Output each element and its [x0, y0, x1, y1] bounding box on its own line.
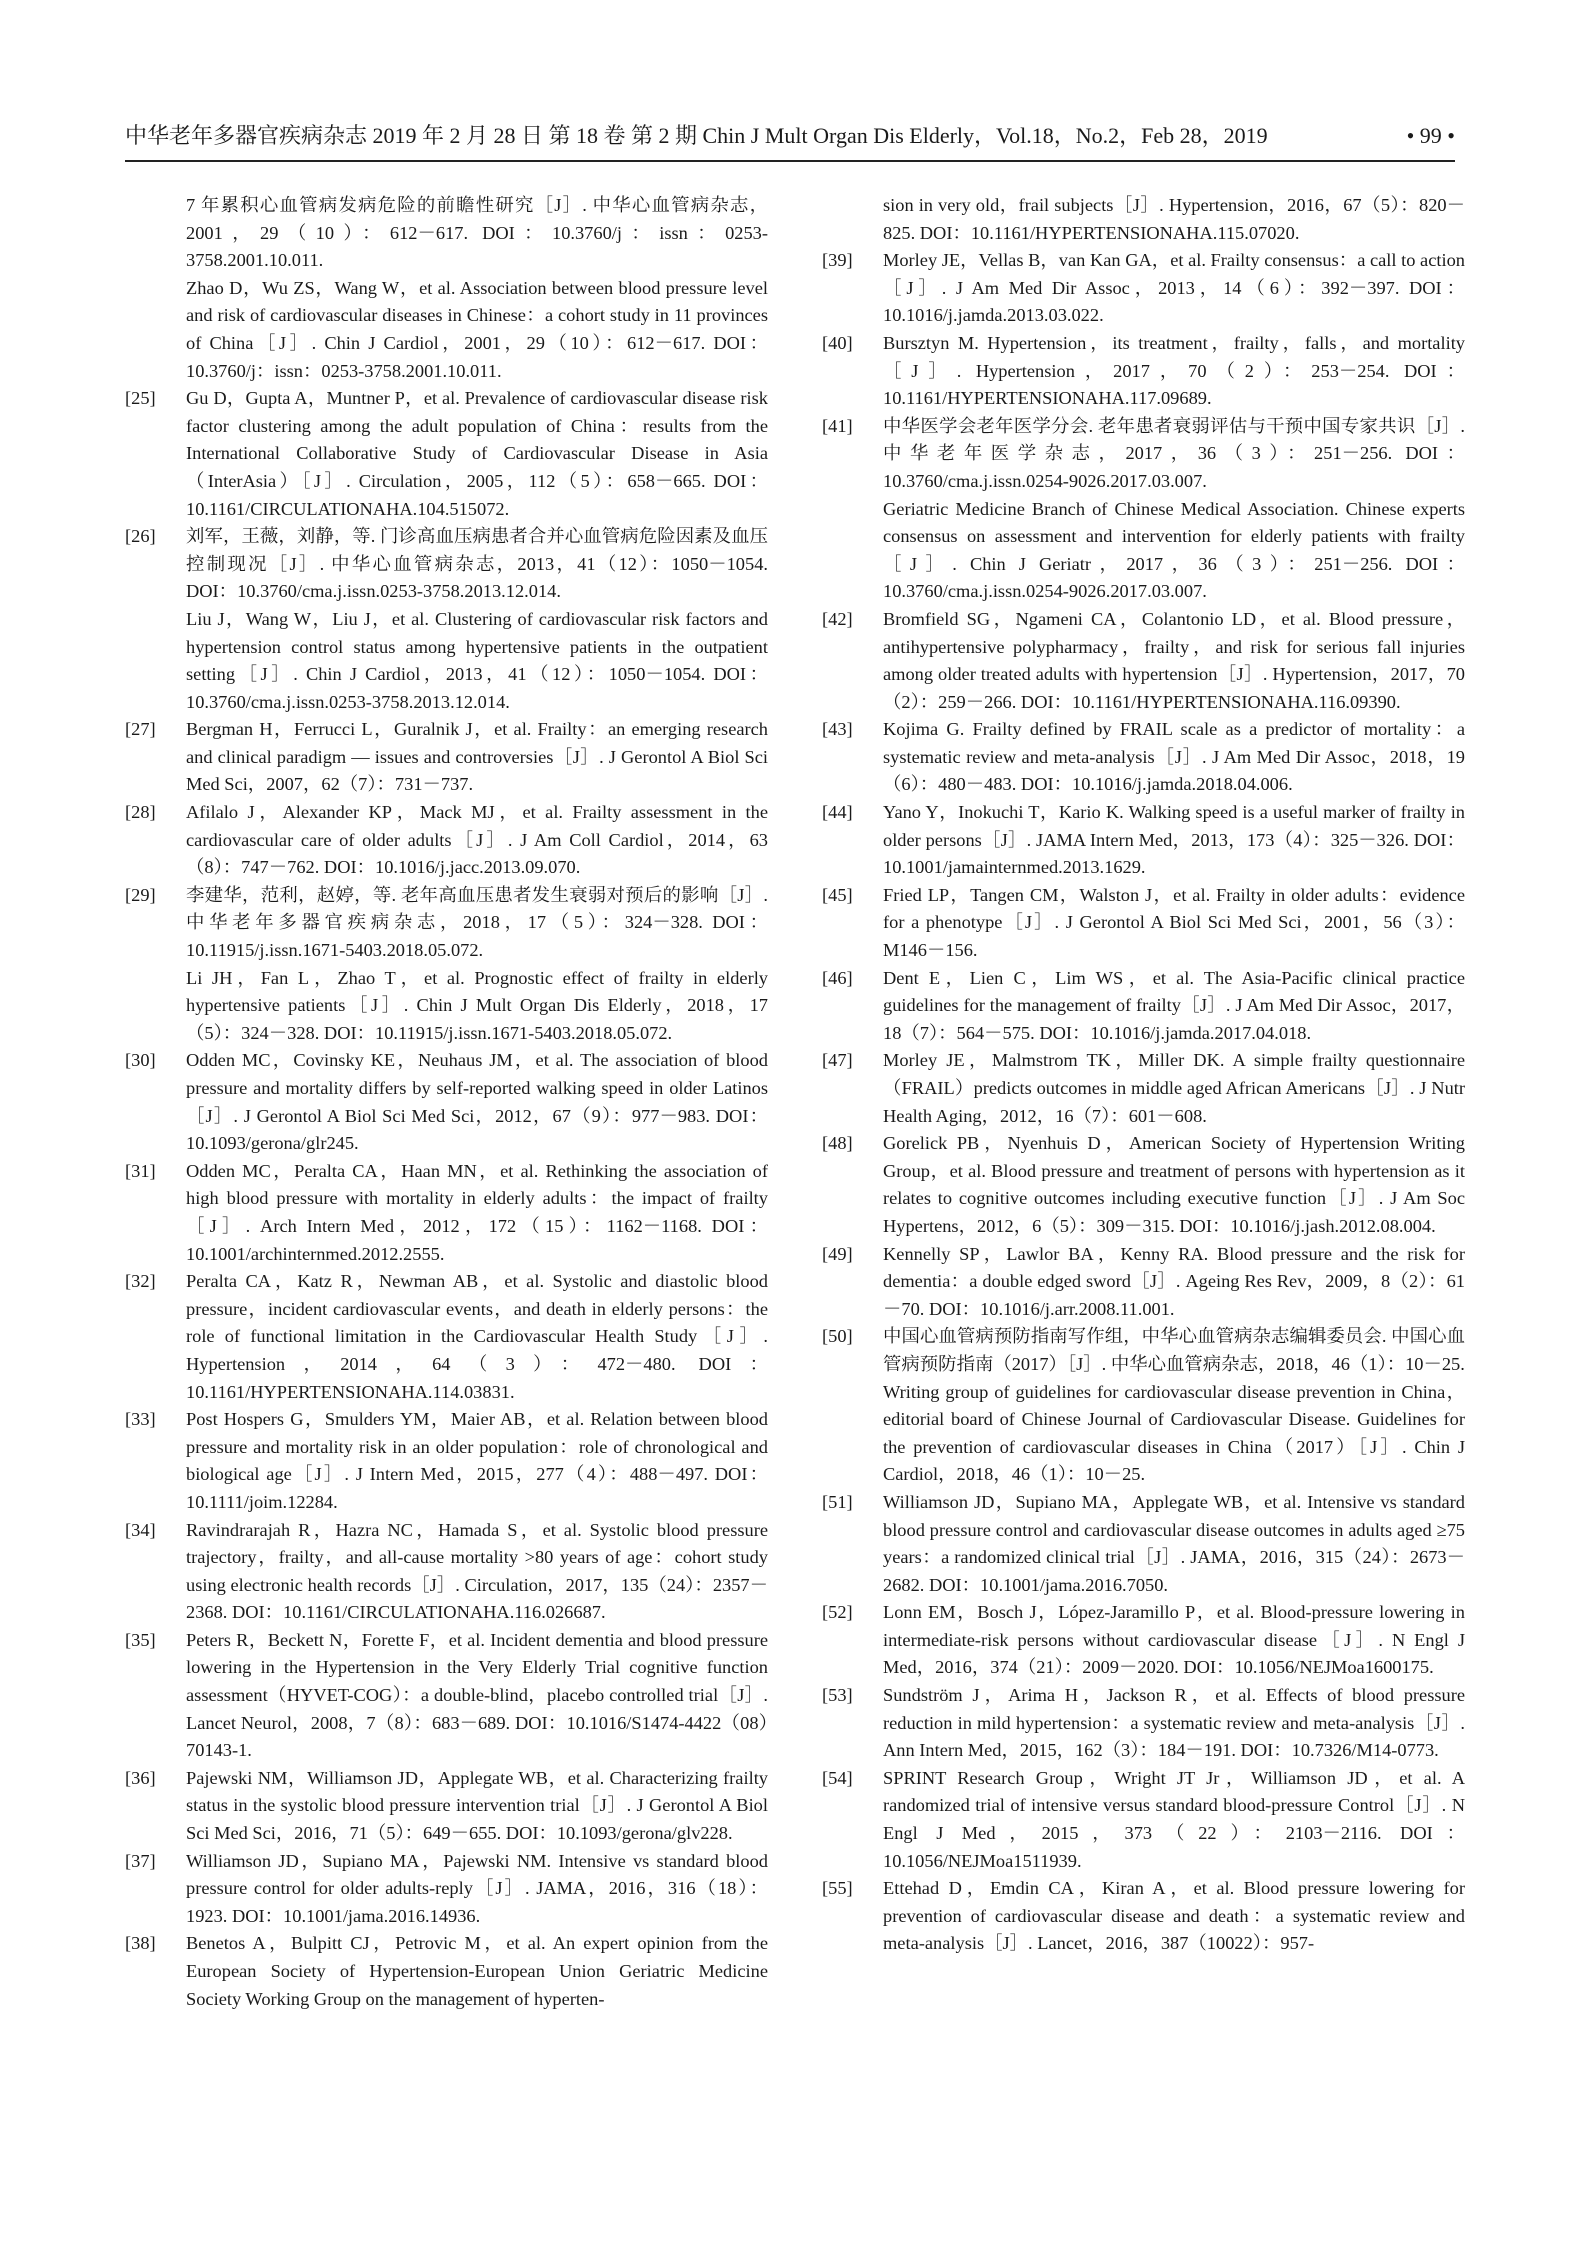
reference-entry — [822, 247, 1465, 330]
reference-number: [55] — [822, 1878, 853, 1899]
reference-number: [39] — [822, 250, 853, 271]
reference-number: [45] — [822, 884, 853, 905]
reference-entry — [822, 716, 1465, 799]
reference-text: SPRINT Research Group，Wright JT Jr，Williamson JD，et al. A randomized trial of intensive versus standard blood-pressure Control［J］. N Engl J Med，2015，373（22）：2103－2116. DOI：10.1056/NEJMoa1511939. — [883, 1767, 1465, 1871]
journal-citation: 中华老年多器官疾病杂志 2019 年 2 月 28 日 第 18 卷 第 2 期 Chin J Mult Organ Dis Elderly，Vol.18，No.2，Feb 28，2019 — [125, 123, 1268, 148]
reference-entry — [125, 192, 768, 385]
reference-number: [35] — [125, 1629, 156, 1650]
reference-entry — [125, 523, 768, 716]
reference-number: [44] — [822, 802, 853, 823]
reference-text: Fried LP，Tangen CM，Walston J，et al. Frailty in older adults：evidence for a phenotype［J］. J Gerontol A Biol Sci Med Sci，2001，56（3）：M146－156. — [883, 884, 1465, 961]
running-header — [125, 118, 1455, 154]
reference-number: [36] — [125, 1767, 156, 1788]
reference-entry — [822, 1875, 1465, 1958]
reference-text: Gu D，Gupta A，Muntner P，et al. Prevalence of cardiovascular disease risk factor clustering among the adult population of China：results from the International Collaborative Study of Cardiovascular Disease in Asia（InterAsia）［J］. Circulation，2005，112（5）：658－665. DOI：10.1161/CIRCULATIONAHA.104.515072. — [186, 388, 768, 519]
reference-text: Sundström J，Arima H，Jackson R，et al. Effects of blood pressure reduction in mild hypertension：a systematic review and meta-analysis［J］. Ann Intern Med，2015，162（3）：184－191. DOI：10.7326/M14-0773. — [883, 1685, 1465, 1761]
reference-entry — [125, 1848, 768, 1931]
reference-text: Odden MC，Covinsky KE，Neuhaus JM，et al. The association of blood pressure and mortality differs by self-reported walking speed in older Latinos［J］. J Gerontol A Biol Sci Med Sci，2012，67（9）：977－983. DOI：10.1093/gerona/glr245. — [186, 1050, 768, 1154]
reference-entry — [125, 1406, 768, 1516]
reference-text: Peters R，Beckett N，Forette F，et al. Incident dementia and blood pressure lowering in the Hypertension in the Very Elderly Trial cognitive function assessment（HYVET-COG）：a double-blind，placebo controlled trial［J］. Lancet Neurol，2008，7（8）：683－689. DOI：10.1016/S1474-4422（08）70143-1. — [186, 1629, 768, 1761]
reference-entry — [822, 1599, 1465, 1682]
reference-number: [50] — [822, 1326, 853, 1347]
reference-entry — [125, 882, 768, 1048]
reference-number: [34] — [125, 1519, 156, 1540]
reference-number: [42] — [822, 608, 853, 629]
reference-text: Liu J，Wang W，Liu J，et al. Clustering of cardiovascular risk factors and hypertension control status among hypertensive patients in the outpatient setting［J］. Chin J Cardiol，2013，41（12）：1050－1054. DOI：10.3760/cma.j.issn.0253-3758.2013.12.014. — [186, 608, 768, 712]
reference-entry — [822, 1130, 1465, 1240]
reference-entry — [822, 882, 1465, 965]
reference-number: [47] — [822, 1050, 853, 1071]
reference-entry — [822, 1047, 1465, 1130]
reference-text: Kojima G. Frailty defined by FRAIL scale as a predictor of mortality：a systematic review and meta-analysis［J］. J Am Med Dir Assoc，2018，19（6）：480－483. DOI：10.1016/j.jamda.2018.04.006. — [883, 719, 1465, 795]
reference-text: Gorelick PB，Nyenhuis D，American Society of Hypertension Writing Group，et al. Blood pressure and treatment of persons with hypertension as it relates to cognitive outcomes including executive function［J］. J Am Soc Hypertens，2012，6（5）：309－315. DOI：10.1016/j.jash.2012.08.004. — [883, 1133, 1465, 1236]
reference-number: [40] — [822, 332, 853, 353]
reference-text: Morley JE，Vellas B，van Kan GA，et al. Frailty consensus：a call to action［J］. J Am Med Dir Assoc，2013，14（6）：392－397. DOI：10.1016/j.jamda.2013.03.022. — [883, 250, 1465, 326]
reference-number: [46] — [822, 967, 853, 988]
header-rule — [125, 160, 1455, 162]
reference-text: Williamson JD，Supiano MA，Applegate WB，et al. Intensive vs standard blood pressure control and cardiovascular disease outcomes in adults aged ≥75 years：a randomized clinical trial［J］. JAMA，2016，315（24）：2673－2682. DOI：10.1001/jama.2016.7050. — [883, 1491, 1465, 1595]
reference-text: 7 年累积心血管病发病危险的前瞻性研究［J］. 中华心血管病杂志，2001，29（10）：612－617. DOI：10.3760/j：issn：0253-3758.2001.10.011. — [186, 195, 768, 271]
reference-text: Post Hospers G，Smulders YM，Maier AB，et al. Relation between blood pressure and mortality risk in an older population：role of chronological and biological age［J］. J Intern Med，2015，277（4）：488－497. DOI：10.1111/joim.12284. — [186, 1409, 768, 1512]
reference-text: Writing group of guidelines for cardiovascular disease prevention in China，editorial board of Chinese Journal of Cardiovascular Disease. Guidelines for the prevention of cardiovascular diseases in China（2017）［J］. Chin J Cardiol，2018，46（1）：10－25. — [883, 1381, 1465, 1485]
reference-number: [41] — [822, 415, 853, 436]
reference-number: [33] — [125, 1409, 156, 1430]
reference-entry — [822, 1489, 1465, 1599]
reference-text: Zhao D，Wu ZS，Wang W，et al. Association between blood pressure level and risk of cardiovascular diseases in Chinese：a cohort study in 11 provinces of China［J］. Chin J Cardiol，2001，29（10）：612－617. DOI：10.3760/j：issn：0253-3758.2001.10.011. — [186, 277, 768, 381]
reference-entry — [125, 1627, 768, 1765]
reference-number: [37] — [125, 1850, 156, 1871]
reference-text: Lonn EM，Bosch J，López-Jaramillo P，et al. Blood-pressure lowering in intermediate-risk persons without cardiovascular disease［J］. N Engl J Med，2016，374（21）：2009－2020. DOI：10.1056/NEJMoa1600175. — [883, 1602, 1465, 1678]
reference-number: [52] — [822, 1602, 853, 1623]
reference-number: [30] — [125, 1050, 156, 1071]
reference-text: Peralta CA，Katz R，Newman AB，et al. Systolic and diastolic blood pressure，incident cardiovascular events，and death in elderly persons：the role of functional limitation in the Cardiovascular Health Study［J］. Hypertension，2014，64（3）：472－480. DOI：10.1161/HYPERTENSIONAHA.114.03831. — [186, 1271, 768, 1402]
reference-number: [54] — [822, 1767, 853, 1788]
reference-entry — [822, 965, 1465, 1048]
reference-text: Williamson JD，Supiano MA，Pajewski NM. Intensive vs standard blood pressure control for older adults-reply［J］. JAMA，2016，316（18）：1923. DOI：10.1001/jama.2016.14936. — [186, 1850, 768, 1926]
reference-entry — [125, 1158, 768, 1268]
reference-number: [27] — [125, 719, 156, 740]
reference-entry — [125, 1517, 768, 1627]
reference-entry — [822, 1241, 1465, 1324]
reference-text: Pajewski NM，Williamson JD，Applegate WB，et al. Characterizing frailty status in the systolic blood pressure intervention trial［J］. J Gerontol A Biol Sci Med Sci，2016，71（5）：649－655. DOI：10.1093/gerona/glv228. — [186, 1767, 768, 1844]
reference-entry — [125, 799, 768, 882]
reference-text: Benetos A，Bulpitt CJ，Petrovic M，et al. An expert opinion from the European Society of Hypertension-European Union Geriatric Medicine Society Working Group on the management of hyperten- — [186, 1933, 768, 2009]
reference-entry — [822, 330, 1465, 413]
reference-text: Bergman H，Ferrucci L，Guralnik J，et al. Frailty：an emerging research and clinical paradigm — issues and controversies［J］. J Gerontol A Biol Sci Med Sci，2007，62（7）：731－737. — [186, 719, 768, 795]
reference-number: [25] — [125, 388, 156, 409]
reference-entry — [822, 606, 1465, 716]
reference-entry — [822, 1682, 1465, 1765]
reference-entry — [125, 385, 768, 523]
reference-text: Dent E，Lien C，Lim WS，et al. The Asia-Pacific clinical practice guidelines for the management of frailty［J］. J Am Med Dir Assoc，2017，18（7）：564－575. DOI：10.1016/j.jamda.2017.04.018. — [883, 967, 1465, 1043]
reference-entry — [125, 716, 768, 799]
reference-entry — [125, 1930, 768, 2013]
reference-text: Kennelly SP，Lawlor BA，Kenny RA. Blood pressure and the risk for dementia：a double edged sword［J］. Ageing Res Rev，2009，8（2）：61－70. DOI：10.1016/j.arr.2008.11.001. — [883, 1243, 1465, 1319]
reference-text: Yano Y，Inokuchi T，Kario K. Walking speed is a useful marker of frailty in older persons［J］. JAMA Intern Med，2013，173（4）：325－326. DOI：10.1001/jamainternmed.2013.1629. — [883, 802, 1465, 878]
reference-text: sion in very old，frail subjects［J］. Hypertension，2016，67（5）：820－825. DOI：10.1161/HYPERTENSIONAHA.115.07020. — [883, 195, 1465, 243]
reference-text: 李建华，范利，赵婷，等. 老年高血压患者发生衰弱对预后的影响［J］. 中华老年多器官疾病杂志，2018，17（5）：324－328. DOI：10.11915/j.issn.1671-5403.2018.05.072. — [186, 884, 768, 961]
reference-number: [53] — [822, 1685, 853, 1706]
reference-text: Ravindrarajah R，Hazra NC，Hamada S，et al. Systolic blood pressure trajectory，frailty，and all-cause mortality >80 years of age：cohort study using electronic health records［J］. Circulation，2017，135（24）：2357－2368. DOI：10.1161/CIRCULATIONAHA.116.026687. — [186, 1519, 768, 1623]
reference-text: Li JH，Fan L，Zhao T，et al. Prognostic effect of frailty in elderly hypertensive patients［J］. Chin J Mult Organ Dis Elderly，2018，17（5）：324－328. DOI：10.11915/j.issn.1671-5403.2018.05.072. — [186, 967, 768, 1043]
reference-number: [49] — [822, 1243, 853, 1264]
reference-entry — [125, 1268, 768, 1406]
reference-entry — [822, 1765, 1465, 1875]
reference-number: [29] — [125, 884, 156, 905]
reference-text: 刘军，王薇，刘静，等. 门诊高血压病患者合并心血管病危险因素及血压控制现况［J］. 中华心血管病杂志，2013，41（12）：1050－1054. DOI：10.3760/cma.j.issn.0253-3758.2013.12.014. — [186, 526, 768, 602]
reference-text: Afilalo J，Alexander KP，Mack MJ，et al. Frailty assessment in the cardiovascular care of older adults［J］. J Am Coll Cardiol，2014，63（8）：747－762. DOI：10.1016/j.jacc.2013.09.070. — [186, 802, 768, 878]
reference-entry — [822, 799, 1465, 882]
reference-text: 中国心血管病预防指南写作组，中华心血管病杂志编辑委员会. 中国心血管病预防指南（2017）［J］. 中华心血管病杂志，2018，46（1）：10－25. — [883, 1326, 1465, 1374]
reference-entry — [822, 1323, 1465, 1489]
reference-text: Geriatric Medicine Branch of Chinese Medical Association. Chinese experts consensus on assessment and intervention for elderly patients with frailty［J］. Chin J Geriatr，2017，36（3）：251－256. DOI：10.3760/cma.j.issn.0254-9026.2017.03.007. — [883, 498, 1465, 602]
reference-entry — [125, 1047, 768, 1157]
right-column — [822, 192, 1465, 1958]
reference-text: Ettehad D，Emdin CA，Kiran A，et al. Blood pressure lowering for prevention of cardiovascular disease and death：a systematic review and meta-analysis［J］. Lancet，2016，387（10022）：957- — [883, 1878, 1465, 1954]
reference-number: [26] — [125, 526, 156, 547]
reference-number: [31] — [125, 1160, 156, 1181]
reference-entry — [822, 413, 1465, 606]
reference-text: Odden MC，Peralta CA，Haan MN，et al. Rethinking the association of high blood pressure with mortality in elderly adults：the impact of frailty［J］. Arch Intern Med，2012，172（15）：1162－1168. DOI：10.1001/archinternmed.2012.2555. — [186, 1160, 768, 1264]
reference-number: [48] — [822, 1133, 853, 1154]
reference-text: Morley JE，Malmstrom TK，Miller DK. A simple frailty questionnaire（FRAIL）predicts outcomes in middle aged African Americans［J］. J Nutr Health Aging，2012，16（7）：601－608. — [883, 1050, 1465, 1126]
reference-text: Bromfield SG，Ngameni CA，Colantonio LD，et al. Blood pressure，antihypertensive polypharmacy，frailty，and risk for serious fall injuries among older treated adults with hypertension［J］. Hypertension，2017，70（2）：259－266. DOI：10.1161/HYPERTENSIONAHA.116.09390. — [883, 608, 1465, 712]
reference-number: [32] — [125, 1271, 156, 1292]
reference-number: [38] — [125, 1933, 156, 1954]
reference-number: [28] — [125, 802, 156, 823]
reference-text: 中华医学会老年医学分会. 老年患者衰弱评估与干预中国专家共识［J］. 中华老年医学杂志，2017，36（3）：251－256. DOI：10.3760/cma.j.issn.0254-9026.2017.03.007. — [883, 415, 1465, 491]
left-column — [125, 192, 768, 2013]
reference-entry — [822, 192, 1465, 247]
reference-number: [43] — [822, 719, 853, 740]
reference-text: Bursztyn M. Hypertension，its treatment，frailty，falls，and mortality［J］. Hypertension，2017，70（2）：253－254. DOI：10.1161/HYPERTENSIONAHA.117.09689. — [883, 332, 1465, 409]
page-number: • 99 • — [1406, 123, 1455, 148]
reference-number: [51] — [822, 1491, 853, 1512]
reference-entry — [125, 1765, 768, 1848]
